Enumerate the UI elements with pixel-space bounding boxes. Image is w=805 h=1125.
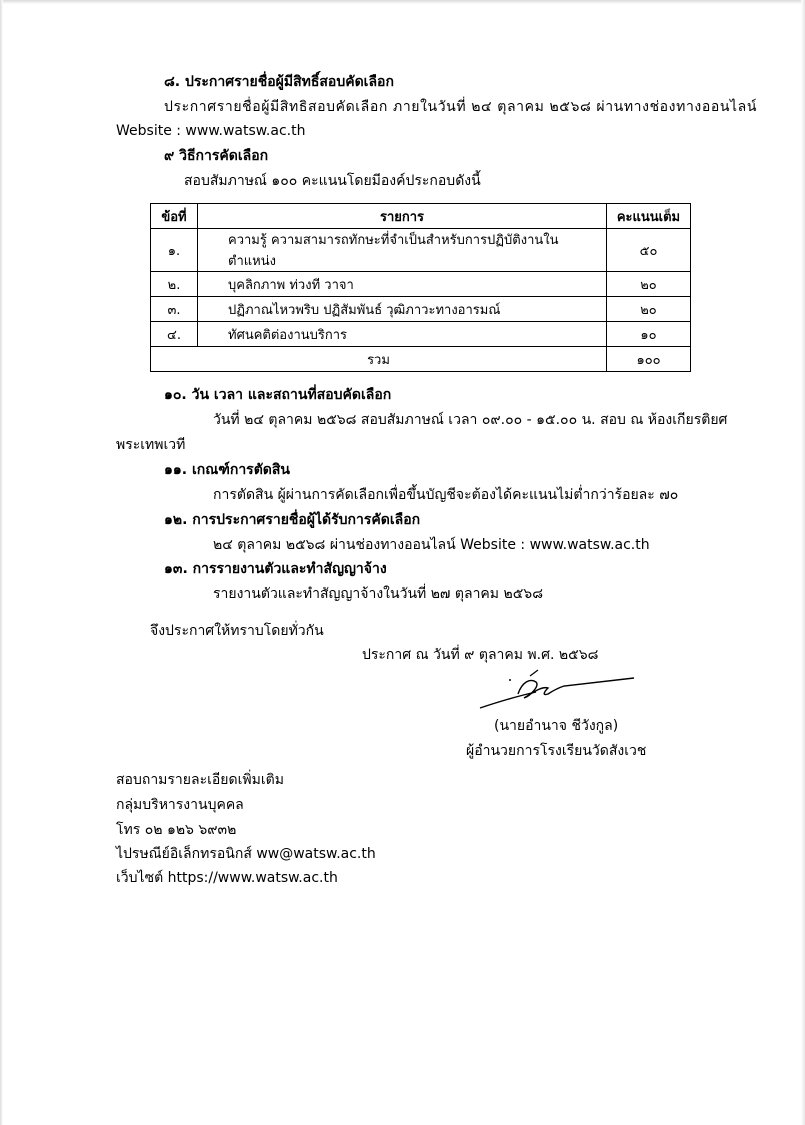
sec11-line1: การตัดสิน ผู้ผ่านการคัดเลือกเพื่อขึ้นบัญชีจะต้องได้คะแนนไม่ต่ำกว่าร้อยละ ๗๐ xyxy=(213,487,679,503)
sec13-line1: รายงานตัวและทำสัญญาจ้างในวันที่ ๒๗ ตุลาคม ๒๕๖๘ xyxy=(213,586,543,602)
header-item: รายการ xyxy=(198,204,607,229)
row-score: ๑๐ xyxy=(607,322,691,347)
sec12-heading: ๑๒. การประกาศรายชื่อผู้ได้รับการคัดเลือก xyxy=(164,512,421,528)
sec9-heading: ๙ วิธีการคัดเลือก xyxy=(164,148,269,164)
row-item: บุคลิกภาพ ท่วงที วาจา xyxy=(198,272,607,297)
table-row xyxy=(151,322,691,347)
closing-line: จึงประกาศให้ทราบโดยทั่วกัน xyxy=(150,623,324,639)
row-score: ๕๐ xyxy=(607,229,691,272)
sec10-heading: ๑๐. วัน เวลา และสถานที่สอบคัดเลือก xyxy=(164,387,392,403)
row-no: ๒. xyxy=(151,272,198,297)
contact-title: สอบถามรายละเอียดเพิ่มเติม xyxy=(116,772,284,788)
header-score: คะแนนเต็ม xyxy=(607,204,691,229)
sec9-intro: สอบสัมภาษณ์ ๑๐๐ คะแนนโดยมีองค์ประกอบดังนี้ xyxy=(184,173,481,189)
page-edge-right xyxy=(801,0,805,1125)
sec10-line2: พระเทพเวที xyxy=(116,437,186,453)
table-total-row xyxy=(151,347,691,372)
row-item: ทัศนคติต่องานบริการ xyxy=(198,322,607,347)
row-no: ๑. xyxy=(151,229,198,272)
sec8-heading: ๘. ประกาศรายชื่อผู้มีสิทธิ์สอบคัดเลือก xyxy=(164,74,394,90)
signer-position: ผู้อำนวยการโรงเรียนวัดสังเวช xyxy=(466,743,647,759)
score-table xyxy=(150,203,691,372)
sec11-heading: ๑๑. เกณฑ์การตัดสิน xyxy=(164,462,290,478)
sec8-line1: ประกาศรายชื่อผู้มีสิทธิสอบคัดเลือก ภายในวันที่ ๒๔ ตุลาคม ๒๕๖๘ ผ่านทางช่องทางออนไลน์ xyxy=(164,99,758,115)
signer-name: (นายอำนาจ ชีวังกูล) xyxy=(494,718,619,734)
table-row xyxy=(151,229,691,272)
row-item: ปฏิภาณไหวพริบ ปฏิสัมพันธ์ วุฒิภาวะทางอารมณ์ xyxy=(198,297,607,322)
total-value: ๑๐๐ xyxy=(607,347,691,372)
row-item: ความรู้ ความสามารถทักษะที่จำเป็นสำหรับการปฏิบัติงานในตำแหน่ง xyxy=(198,229,607,272)
table-row xyxy=(151,272,691,297)
header-no: ข้อที่ xyxy=(151,204,198,229)
total-label: รวม xyxy=(151,347,607,372)
sec10-line1: วันที่ ๒๔ ตุลาคม ๒๕๖๘ สอบสัมภาษณ์ เวลา ๐๙.๐๐ - ๑๕.๐๐ น. สอบ ณ ห้องเกียรติยศ xyxy=(213,412,728,428)
table-row xyxy=(151,297,691,322)
row-score: ๒๐ xyxy=(607,272,691,297)
table-header-row xyxy=(151,204,691,229)
contact-website: เว็บไซต์ https://www.watsw.ac.th xyxy=(116,870,338,886)
sec13-heading: ๑๓. การรายงานตัวและทำสัญญาจ้าง xyxy=(164,561,387,577)
contact-phone: โทร ๐๒ ๑๒๖ ๖๙๓๒ xyxy=(116,822,237,838)
contact-department: กลุ่มบริหารงานบุคคล xyxy=(116,797,244,813)
page-edge-left xyxy=(0,0,3,1125)
page-edge-top xyxy=(0,0,805,4)
sec12-line1: ๒๔ ตุลาคม ๒๕๖๘ ผ่านช่องทางออนไลน์ Website : www.watsw.ac.th xyxy=(213,537,650,553)
row-score: ๒๐ xyxy=(607,297,691,322)
row-no: ๓. xyxy=(151,297,198,322)
row-no: ๔. xyxy=(151,322,198,347)
signature-image xyxy=(478,668,638,716)
contact-email: ไปรษณีย์อิเล็กทรอนิกส์ ww@watsw.ac.th xyxy=(116,846,376,862)
sec8-website: Website : www.watsw.ac.th xyxy=(116,123,306,139)
announce-date: ประกาศ ณ วันที่ ๙ ตุลาคม พ.ศ. ๒๕๖๘ xyxy=(362,647,599,663)
